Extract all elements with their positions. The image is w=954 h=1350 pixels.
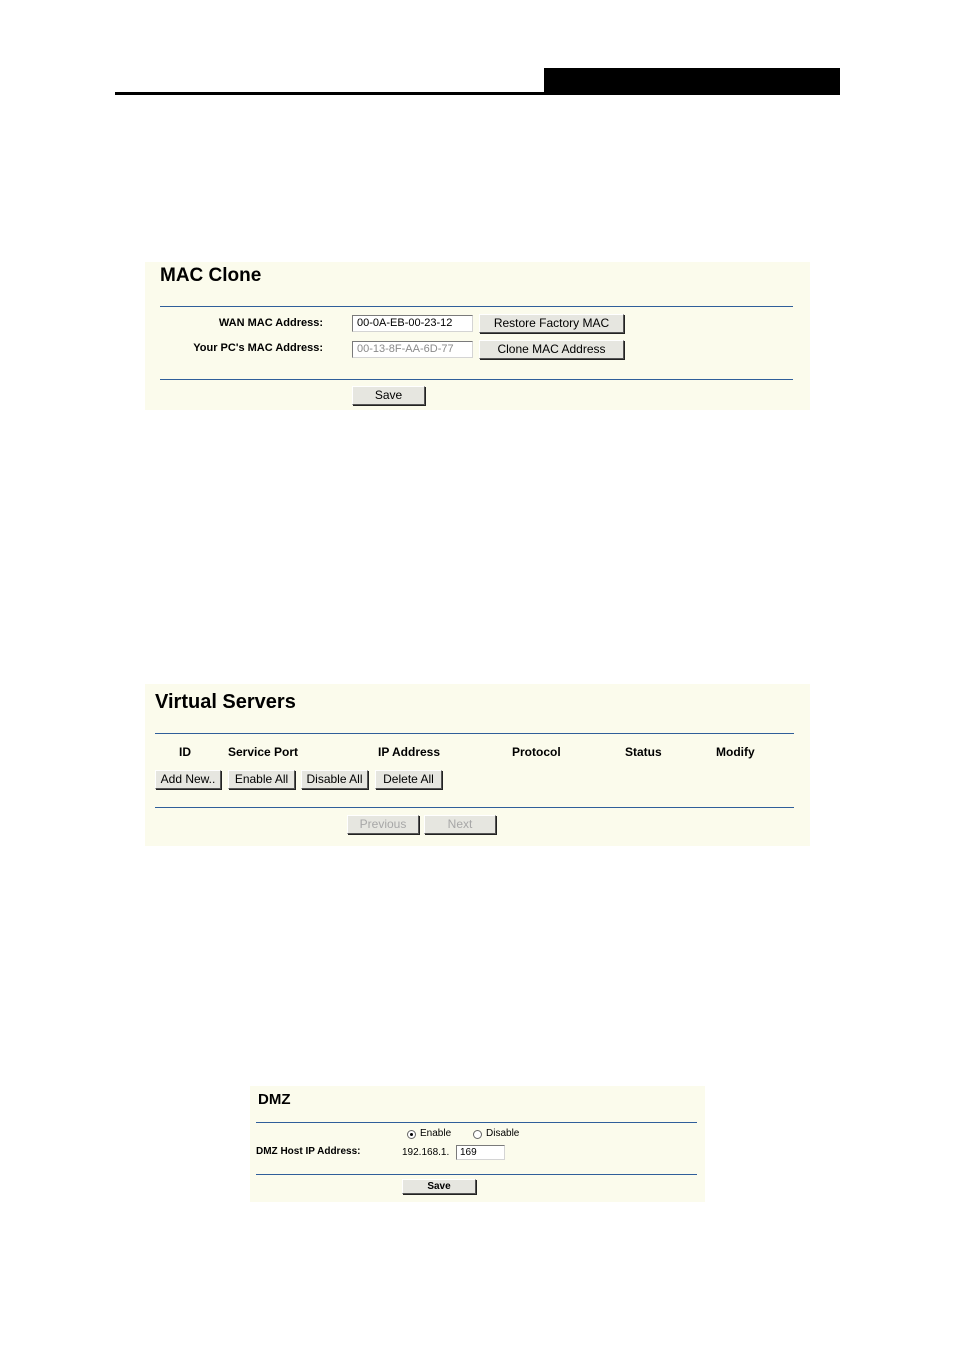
enable-radio-label: Enable [420, 1128, 452, 1139]
next-button: Next [424, 815, 496, 834]
save-button[interactable]: Save [402, 1179, 476, 1194]
pc-mac-input: 00-13-8F-AA-6D-77 [352, 341, 473, 358]
divider [160, 306, 793, 307]
column-header-id: ID [179, 745, 191, 759]
clone-mac-address-button[interactable]: Clone MAC Address [479, 340, 624, 359]
enable-radio[interactable] [407, 1130, 416, 1139]
column-header-ip-address: IP Address [378, 745, 441, 759]
page-header-bar [544, 68, 840, 94]
divider [155, 733, 794, 734]
page-title: DMZ [258, 1091, 291, 1108]
disable-radio-label: Disable [486, 1128, 520, 1139]
dmz-host-ip-input[interactable]: 169 [456, 1145, 505, 1160]
save-button[interactable]: Save [352, 386, 425, 405]
disable-all-button[interactable]: Disable All [301, 770, 368, 789]
divider [155, 807, 794, 808]
divider [256, 1174, 697, 1175]
divider [256, 1122, 697, 1123]
disable-radio[interactable] [473, 1130, 482, 1139]
dmz-panel [250, 1086, 705, 1202]
column-header-modify: Modify [716, 745, 755, 759]
pc-mac-label: Your PC's MAC Address: [193, 342, 323, 354]
column-header-service-port: Service Port [228, 745, 299, 759]
wan-mac-label: WAN MAC Address: [218, 317, 323, 329]
wan-mac-input[interactable]: 00-0A-EB-00-23-12 [352, 315, 473, 332]
dmz-host-ip-label: DMZ Host IP Address: [256, 1146, 361, 1157]
restore-factory-mac-button[interactable]: Restore Factory MAC [479, 314, 624, 333]
column-header-protocol: Protocol [512, 745, 561, 759]
page-title: MAC Clone [160, 265, 262, 286]
previous-button: Previous [347, 815, 419, 834]
page-title: Virtual Servers [155, 691, 296, 713]
divider [160, 379, 793, 380]
add-new-button[interactable]: Add New.. [155, 770, 221, 789]
virtual-servers-panel [145, 684, 810, 846]
column-header-status: Status [625, 745, 662, 759]
ip-prefix: 192.168.1. [402, 1147, 450, 1158]
enable-all-button[interactable]: Enable All [228, 770, 295, 789]
delete-all-button[interactable]: Delete All [375, 770, 442, 789]
mac-clone-panel [145, 262, 810, 410]
